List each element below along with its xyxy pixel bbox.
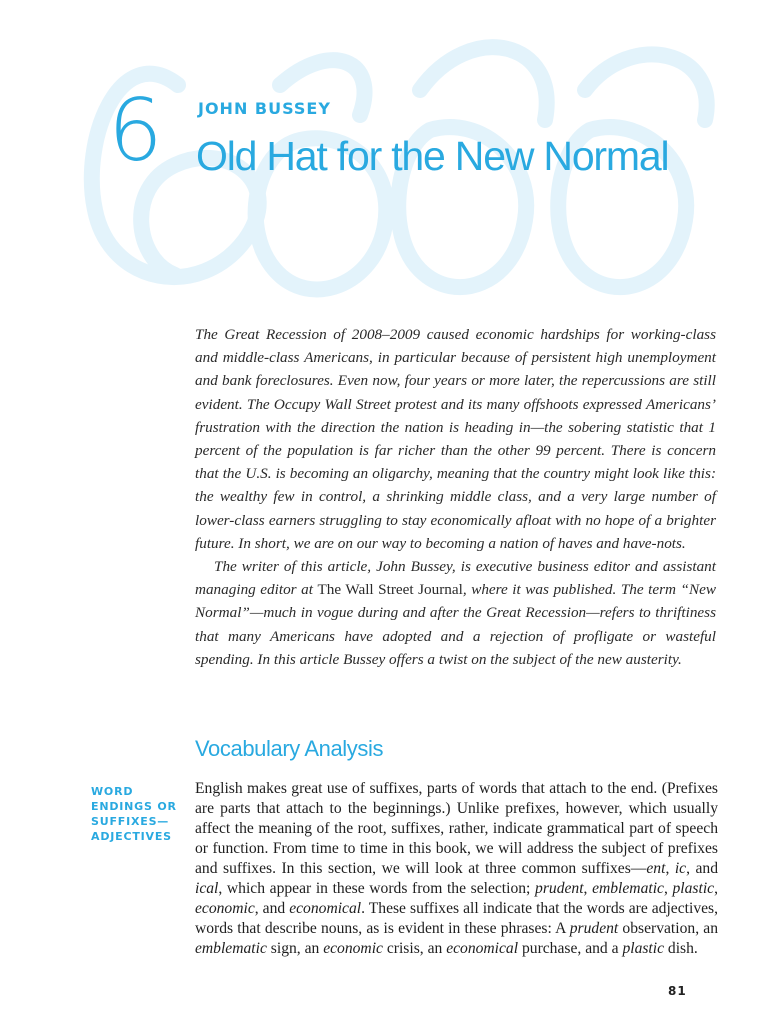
- body-text: sign, an: [266, 940, 324, 957]
- body-text: crisis, an: [382, 940, 447, 957]
- section-heading: Vocabulary Analysis: [195, 736, 384, 761]
- body-text: , and: [254, 900, 290, 917]
- suffix-term: ic: [674, 860, 687, 877]
- intro-paragraph-1: The Great Recession of 2008–2009 caused economic hardships for working-class and middle-class Americans, in particular because of persistent high unemployment and bank foreclosures. Even now, four years or more later, the repercussions are still evident. The Occupy Wall Street protest and its many offshoots expressed Americans’ frustration with the direction the nation is heading in—the sobering statistic that 1 percent of the population is far richer than the other 99 percent. There is concern that the U.S. is becoming an oligarchy, meaning that the country might look like this: the wealthy few in control, a shrinking middle class, and a very large number of lower-class earners struggling to stay economically afloat with no hope of a brighter future. In short, we are on our way to becoming a nation of haves and have-nots.: [195, 326, 716, 552]
- page-number: 81: [668, 984, 687, 998]
- author-name: JOHN BUSSEY: [198, 99, 331, 118]
- intro-paragraph-2-text: The writer of this article, John Bussey, is executive business editor and assistant managing editor at: [195, 558, 716, 599]
- vocabulary-word: economical: [289, 900, 362, 917]
- vocabulary-word: plastic: [622, 940, 665, 957]
- suffix-term: ical: [195, 880, 219, 897]
- vocabulary-word: economic: [323, 940, 383, 957]
- vocabulary-word: emblematic: [195, 940, 267, 957]
- chapter-introduction: [195, 323, 716, 671]
- intro-paragraph-2-text: , where it was published. The term “New Normal”—much in vogue during and after the Great Recession—refers to thriftiness that many Americans have adopted and a rejection of profligate or wasteful spending. In this article Bussey offers a twist on the subject of the new austerity.: [195, 581, 716, 668]
- vocabulary-word: plastic: [672, 880, 715, 897]
- body-text: , which appear in these words from the selection;: [218, 880, 536, 897]
- chapter-title: Old Hat for the New Normal: [196, 133, 669, 179]
- sidebar-label: [91, 784, 191, 844]
- body-text: ,: [663, 880, 673, 897]
- body-text: ,: [583, 880, 593, 897]
- body-paragraph: [195, 779, 718, 959]
- vocabulary-word: prudent: [535, 880, 584, 897]
- body-text: ,: [665, 860, 675, 877]
- publication-name: The Wall Street Journal: [317, 581, 463, 599]
- vocabulary-word: economical: [446, 940, 519, 957]
- vocabulary-word: prudent: [569, 920, 619, 937]
- body-text: purchase, and a: [518, 940, 623, 957]
- body-text: English makes great use of suffixes, parts of words that attach to the end. (Prefixes are parts that attach to the beginnings.) Unlike prefixes, however, which usually affect the meaning of the root, suffixes, rather, indicate grammatical part of speech or function. From time to time in this book, we will address the subject of prefixes and suffixes. In this section, we will look at three common suffixes—: [195, 780, 718, 877]
- body-text: . These suffixes all indicate that the words are adjectives, words that describe nouns, as is evident in these phrases: A: [195, 900, 719, 937]
- sidebar-label-line: SUFFIXES—: [91, 815, 170, 828]
- intro-paragraph-2: [195, 555, 716, 671]
- vocabulary-word: emblematic: [592, 880, 664, 897]
- body-text: dish.: [664, 940, 698, 957]
- sidebar-label-line: WORD: [91, 785, 134, 798]
- sidebar-label-line: ADJECTIVES: [91, 830, 172, 843]
- body-text: ,: [714, 880, 718, 897]
- body-text: , and: [686, 860, 719, 877]
- sidebar-label-line: ENDINGS OR: [91, 800, 177, 813]
- suffix-term: ent: [646, 860, 666, 877]
- chapter-number: 6: [108, 81, 163, 181]
- vocabulary-word: economic: [195, 900, 255, 917]
- body-text: observation, an: [618, 920, 718, 937]
